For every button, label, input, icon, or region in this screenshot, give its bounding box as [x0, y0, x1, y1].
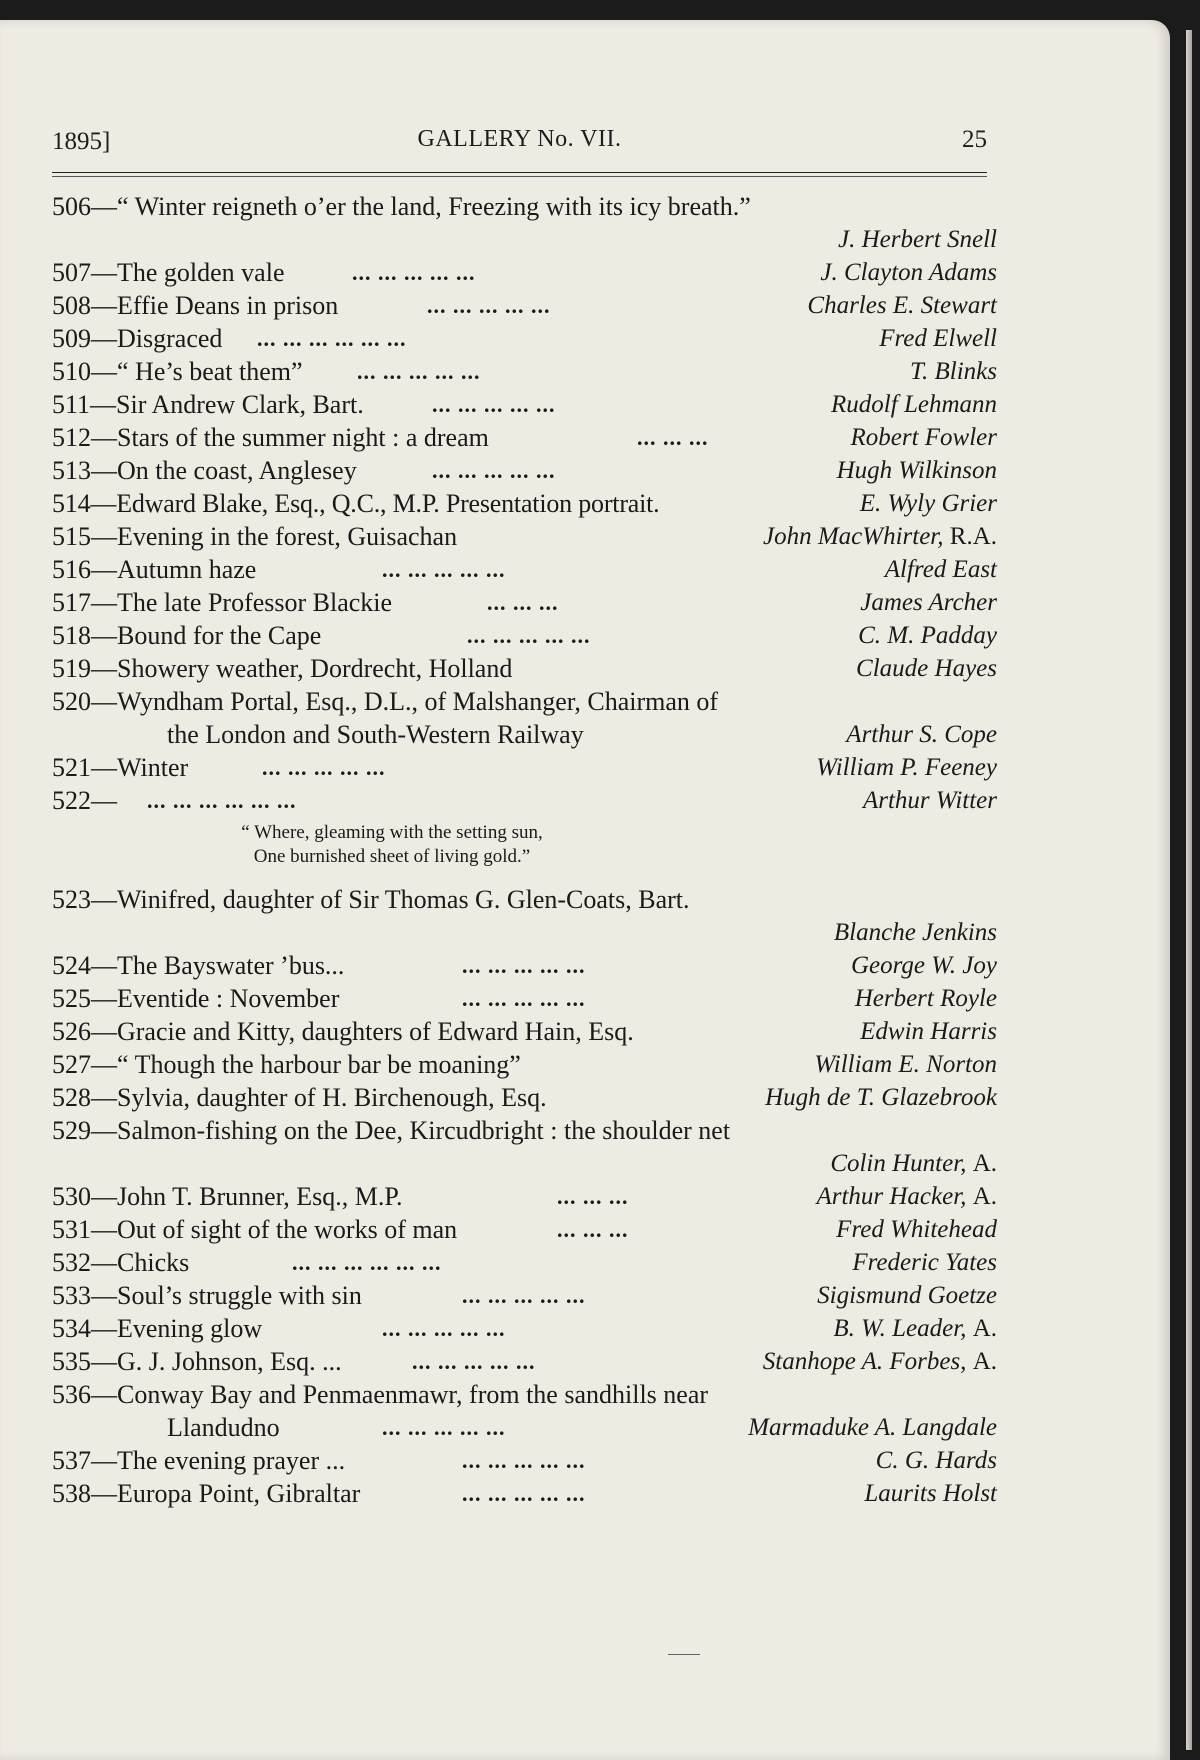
header-year: 1895]: [52, 128, 111, 155]
entry-artist: C. M. Padday: [858, 622, 997, 649]
entry-artist: Fred Elwell: [879, 325, 997, 352]
artist-name: Colin Hunter,: [830, 1150, 967, 1177]
entry-line: [52, 520, 997, 553]
entry-line: [52, 1213, 997, 1246]
entry-artist: Sigismund Goetze: [817, 1282, 997, 1309]
entry-artist: Hugh Wilkinson: [836, 457, 997, 484]
entry-line: [52, 1411, 997, 1444]
entry-line: [52, 652, 997, 685]
entry-line: [52, 751, 997, 784]
entry-line: [52, 586, 997, 619]
leader-dots: ... ... ... ... ...: [412, 1349, 536, 1374]
entry-title: 524—The Bayswater ’bus...: [52, 951, 345, 980]
leader-dots: ... ... ... ... ...: [262, 755, 386, 780]
entry-line: [52, 1081, 997, 1114]
entry-artist: C. G. Hards: [875, 1447, 997, 1474]
entry-artist: Marmaduke A. Langdale: [748, 1414, 997, 1441]
entry-artist: Hugh de T. Glazebrook: [765, 1084, 997, 1111]
entry-artist: Charles E. Stewart: [807, 292, 997, 319]
leader-dots: ... ... ... ... ...: [357, 359, 481, 384]
entry-artist: Alfred East: [884, 556, 997, 583]
entry-line: [52, 289, 997, 322]
academy-suffix: A.: [972, 1315, 997, 1342]
artist-name: B. W. Leader,: [833, 1315, 967, 1342]
entry-title: 536—Conway Bay and Penmaenmawr, from the sandhills near: [52, 1380, 709, 1409]
entry-title: 522—: [52, 786, 117, 815]
entry-title: 538—Europa Point, Gibraltar: [52, 1479, 361, 1508]
header-rule: [52, 172, 987, 173]
entry-title: 537—The evening prayer ...: [52, 1446, 346, 1475]
artist-name: John MacWhirter,: [762, 523, 944, 550]
entry-title: 514—Edward Blake, Esq., Q.C., M.P. Presentation portrait.: [52, 489, 660, 518]
entry-artist: Arthur Witter: [862, 787, 997, 814]
leader-dots: ... ... ... ... ...: [462, 986, 586, 1011]
entry-artist: Claude Hayes: [856, 655, 997, 682]
entry-artist: E. Wyly Grier: [859, 490, 997, 517]
leader-dots: ... ... ... ... ...: [382, 1316, 506, 1341]
leader-dots: ... ... ... ... ... ...: [147, 788, 297, 813]
quote-line-1: “ Where, gleaming with the setting sun,: [241, 822, 543, 843]
entry-line: [52, 1048, 997, 1081]
entry-line: [52, 685, 997, 718]
leader-dots: ... ... ... ... ...: [467, 623, 591, 648]
entry-line: [52, 1114, 997, 1147]
entry-title: Llandudno: [167, 1413, 280, 1442]
entry-artist: Laurits Holst: [864, 1480, 997, 1507]
entry-title: 518—Bound for the Cape: [52, 621, 322, 650]
quote-line-2: One burnished sheet of living gold.”: [253, 846, 531, 867]
entry-line: [52, 388, 997, 421]
entry-line: [52, 1378, 997, 1411]
entry-line: [52, 916, 997, 949]
entry-title: 506—“ Winter reigneth o’er the land, Freezing with its icy breath.”: [52, 192, 751, 221]
entry-artist: Frederic Yates: [852, 1249, 997, 1276]
entry-artist: J. Clayton Adams: [820, 259, 997, 286]
entry-line: [52, 553, 997, 586]
entry-title: 509—Disgraced: [52, 324, 223, 353]
entry-line: [52, 619, 997, 652]
header-gallery-title: GALLERY No. VII.: [417, 126, 622, 152]
entry-title: 523—Winifred, daughter of Sir Thomas G. Glen-Coats, Bart.: [52, 885, 690, 914]
entry-line: [52, 421, 997, 454]
leader-dots: ... ... ... ... ...: [462, 953, 586, 978]
entry-title: 526—Gracie and Kitty, daughters of Edward Hain, Esq.: [52, 1017, 634, 1046]
academy-suffix: A.: [972, 1183, 997, 1210]
entry-artist: Edwin Harris: [860, 1018, 997, 1045]
entry-title: 508—Effie Deans in prison: [52, 291, 339, 320]
entry-title: 511—Sir Andrew Clark, Bart.: [52, 390, 364, 419]
entry-artist: [816, 1180, 997, 1213]
entry-artist: Arthur S. Cope: [846, 721, 997, 748]
entry-title: 512—Stars of the summer night : a dream: [52, 423, 489, 452]
entry-line: [52, 1015, 997, 1048]
page-edge: [1186, 30, 1192, 1750]
leader-dots: ... ... ... ... ... ...: [292, 1250, 442, 1275]
entry-line: [52, 1180, 997, 1213]
entry-artist: T. Blinks: [909, 358, 997, 385]
leader-dots: ... ... ... ... ...: [462, 1448, 586, 1473]
leader-dots: ... ... ... ... ...: [427, 293, 551, 318]
entry-line: [52, 1477, 997, 1510]
entry-artist: William E. Norton: [814, 1051, 997, 1078]
entry-line: [52, 1345, 997, 1378]
entry-line: [52, 1147, 997, 1180]
entry-title: 527—“ Though the harbour bar be moaning”: [52, 1050, 521, 1079]
entry-title: 521—Winter: [52, 753, 189, 782]
entry-title: the London and South-Western Railway: [167, 720, 584, 749]
entry-title: 534—Evening glow: [52, 1314, 263, 1343]
leader-dots: ... ... ... ... ...: [382, 557, 506, 582]
leader-dots: ... ... ... ... ...: [462, 1481, 586, 1506]
entry-title: 516—Autumn haze: [52, 555, 257, 584]
entry-line: [52, 1444, 997, 1477]
entry-title: 519—Showery weather, Dordrecht, Holland: [52, 654, 513, 683]
entry-artist: J. Herbert Snell: [838, 226, 997, 253]
entry-line: [52, 982, 997, 1015]
entry-title: 515—Evening in the forest, Guisachan: [52, 522, 458, 551]
entry-title: 525—Eventide : November: [52, 984, 340, 1013]
leader-dots: ... ... ... ... ...: [352, 260, 476, 285]
page-number: 25: [962, 126, 987, 153]
entry-line: [52, 223, 997, 256]
leader-dots: ... ... ... ... ...: [462, 1283, 586, 1308]
entry-artist: William P. Feeney: [816, 754, 997, 781]
entry-line: [52, 949, 997, 982]
academy-suffix: R.A.: [949, 523, 997, 550]
leader-dots: ... ... ...: [557, 1184, 629, 1209]
entry-title: 532—Chicks: [52, 1248, 190, 1277]
entry-line: [52, 454, 997, 487]
entry-line: [52, 718, 997, 751]
entry-title: 535—G. J. Johnson, Esq. ...: [52, 1347, 342, 1376]
leader-dots: ... ... ... ... ...: [432, 392, 556, 417]
entry-line: [52, 487, 997, 520]
entry-line: [52, 1312, 997, 1345]
entry-line: [52, 784, 997, 817]
academy-suffix: A.: [972, 1150, 997, 1177]
entry-artist: George W. Joy: [850, 952, 997, 979]
leader-dots: ... ... ...: [487, 590, 559, 615]
entry-artist: [763, 520, 997, 553]
artist-name: Arthur Hacker,: [816, 1183, 967, 1210]
catalogue-list: [52, 190, 997, 1510]
entry-title: 530—John T. Brunner, Esq., M.P.: [52, 1182, 403, 1211]
leader-dots: ... ... ... ... ... ...: [257, 326, 407, 351]
entry-title: 507—The golden vale: [52, 258, 285, 287]
entry-artist: Blanche Jenkins: [833, 919, 997, 946]
leader-dots: ... ... ...: [557, 1217, 629, 1242]
entry-artist: Fred Whitehead: [836, 1216, 997, 1243]
entry-line: [52, 355, 997, 388]
leader-dots: ... ... ... ... ...: [432, 458, 556, 483]
entry-artist: Rudolf Lehmann: [831, 391, 997, 418]
entry-line: [52, 322, 997, 355]
entry-title: 510—“ He’s beat them”: [52, 357, 303, 386]
entry-line: [52, 1246, 997, 1279]
header-rule-thin: [52, 176, 987, 177]
verse-quote: [52, 821, 732, 869]
artist-name: Stanhope A. Forbes,: [762, 1348, 967, 1375]
entry-artist: [833, 1312, 997, 1345]
footer-mark: [668, 1654, 700, 1655]
leader-dots: ... ... ... ... ...: [382, 1415, 506, 1440]
entry-line: [52, 883, 997, 916]
entry-title: 520—Wyndham Portal, Esq., D.L., of Malshanger, Chairman of: [52, 687, 719, 716]
entry-artist: James Archer: [860, 589, 997, 616]
running-header: [52, 112, 987, 156]
entry-artist: [763, 1345, 997, 1378]
entry-title: 529—Salmon-fishing on the Dee, Kircudbright : the shoulder net: [52, 1116, 731, 1145]
entry-title: 528—Sylvia, daughter of H. Birchenough, Esq.: [52, 1083, 547, 1112]
entry-artist: Herbert Royle: [854, 985, 997, 1012]
entry-artist: [830, 1147, 997, 1180]
entry-line: [52, 256, 997, 289]
entry-title: 517—The late Professor Blackie: [52, 588, 393, 617]
entry-line: [52, 1279, 997, 1312]
academy-suffix: A.: [972, 1348, 997, 1375]
entry-title: 531—Out of sight of the works of man: [52, 1215, 458, 1244]
entry-artist: Robert Fowler: [850, 424, 997, 451]
entry-title: 513—On the coast, Anglesey: [52, 456, 357, 485]
leader-dots: ... ... ...: [637, 425, 709, 450]
entry-line: [52, 190, 997, 223]
entry-title: 533—Soul’s struggle with sin: [52, 1281, 362, 1310]
